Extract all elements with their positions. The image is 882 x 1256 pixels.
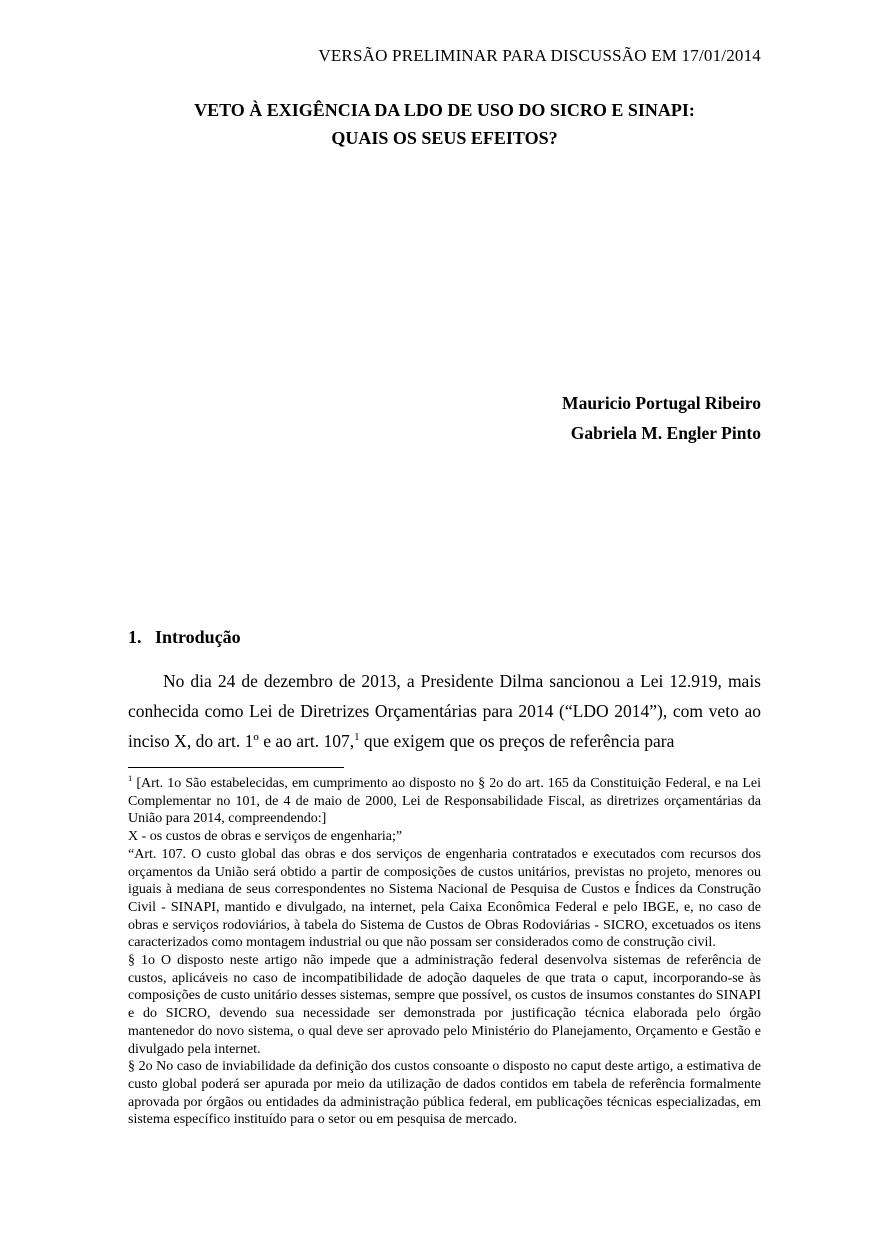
section-title: Introdução xyxy=(155,627,241,647)
section-number: 1. xyxy=(128,627,142,647)
author-line: Gabriela M. Engler Pinto xyxy=(570,423,761,443)
footnote-block xyxy=(128,775,761,1129)
intro-paragraph xyxy=(128,666,761,756)
footnote-marker: 1 xyxy=(128,773,133,784)
document-title-line2: QUAIS OS SEUS EFEITOS? xyxy=(331,128,558,148)
author-block xyxy=(128,388,761,448)
footnote-paragraph: “Art. 107. O custo global das obras e dos serviços de engenharia contratados e executados com recursos dos orçamentos da União será obtido a partir de composições de custos unitários, previstas no projeto, menores ou iguais à mediana de seus correspondentes no Sistema Nacional de Pesquisa de Custos e Índices da Construção Civil - SINAPI, mantido e divulgado, na internet, pela Caixa Econômica Federal e pelo IBGE, e, no caso de obras e serviços rodoviários, à tabela do Sistema de Custos de Obras Rodoviárias - SICRO, excetuados os itens caracterizados como montagem industrial ou que não possam ser considerados como de construção civil. xyxy=(128,846,761,951)
draft-version-header: VERSÃO PRELIMINAR PARA DISCUSSÃO EM 17/01/2014 xyxy=(318,46,761,65)
document-title-line1: VETO À EXIGÊNCIA DA LDO DE USO DO SICRO E SINAPI: xyxy=(194,100,695,120)
document-title xyxy=(128,96,761,152)
intro-text-before-ref: No dia 24 de dezembro de 2013, a Presidente Dilma sancionou a Lei 12.919, mais conhecida como Lei de Diretrizes Orçamentárias para 2014 (“LDO 2014”), com veto ao inciso X, do art. 1º e ao art. 107, xyxy=(128,671,761,751)
footnote-separator xyxy=(128,767,344,768)
author-line: Mauricio Portugal Ribeiro xyxy=(562,393,761,413)
intro-text-after-ref: que exigem que os preços de referência para xyxy=(359,731,675,751)
footnote-paragraph: X - os custos de obras e serviços de engenharia;” xyxy=(128,829,403,845)
section-heading xyxy=(128,627,241,648)
footnote-paragraph: § 1o O disposto neste artigo não impede que a administração federal desenvolva sistemas de referência de custos, aplicáveis no caso de incompatibilidade de adoção daqueles de que trata o caput, incorporando-se às composições de custo unitário desses sistemas, sempre que possível, os custos de insumos constantes do SINAPI e do SICRO, devendo sua necessidade ser demonstrada por justificação técnica elaborada pelo órgão mantenedor do novo sistema, o qual deve ser aprovado pelo Ministério do Planejamento, Orçamento e Gestão e divulgado pela internet. xyxy=(128,953,761,1057)
footnote-paragraph: § 2o No caso de inviabilidade da definição dos custos consoante o disposto no caput deste artigo, a estimativa de custo global poderá ser apurada por meio da utilização de dados contidos em tabela de referência formalmente aprovada por órgãos ou entidades da administração pública federal, em publicações técnicas especializadas, em sistema específico instituído para o setor ou em pesquisa de mercado. xyxy=(128,1059,761,1128)
footnote-text: [Art. 1o São estabelecidas, em cumprimento ao disposto no § 2o do art. 165 da Constituição Federal, e na Lei Complementar no 101, de 4 de maio de 2000, Lei de Responsabilidade Fiscal, as diretrizes orçamentárias da União para 2014, compreendendo:] xyxy=(128,776,761,827)
footnote-reference: 1 xyxy=(354,731,360,744)
footnote-paragraph xyxy=(128,775,761,828)
